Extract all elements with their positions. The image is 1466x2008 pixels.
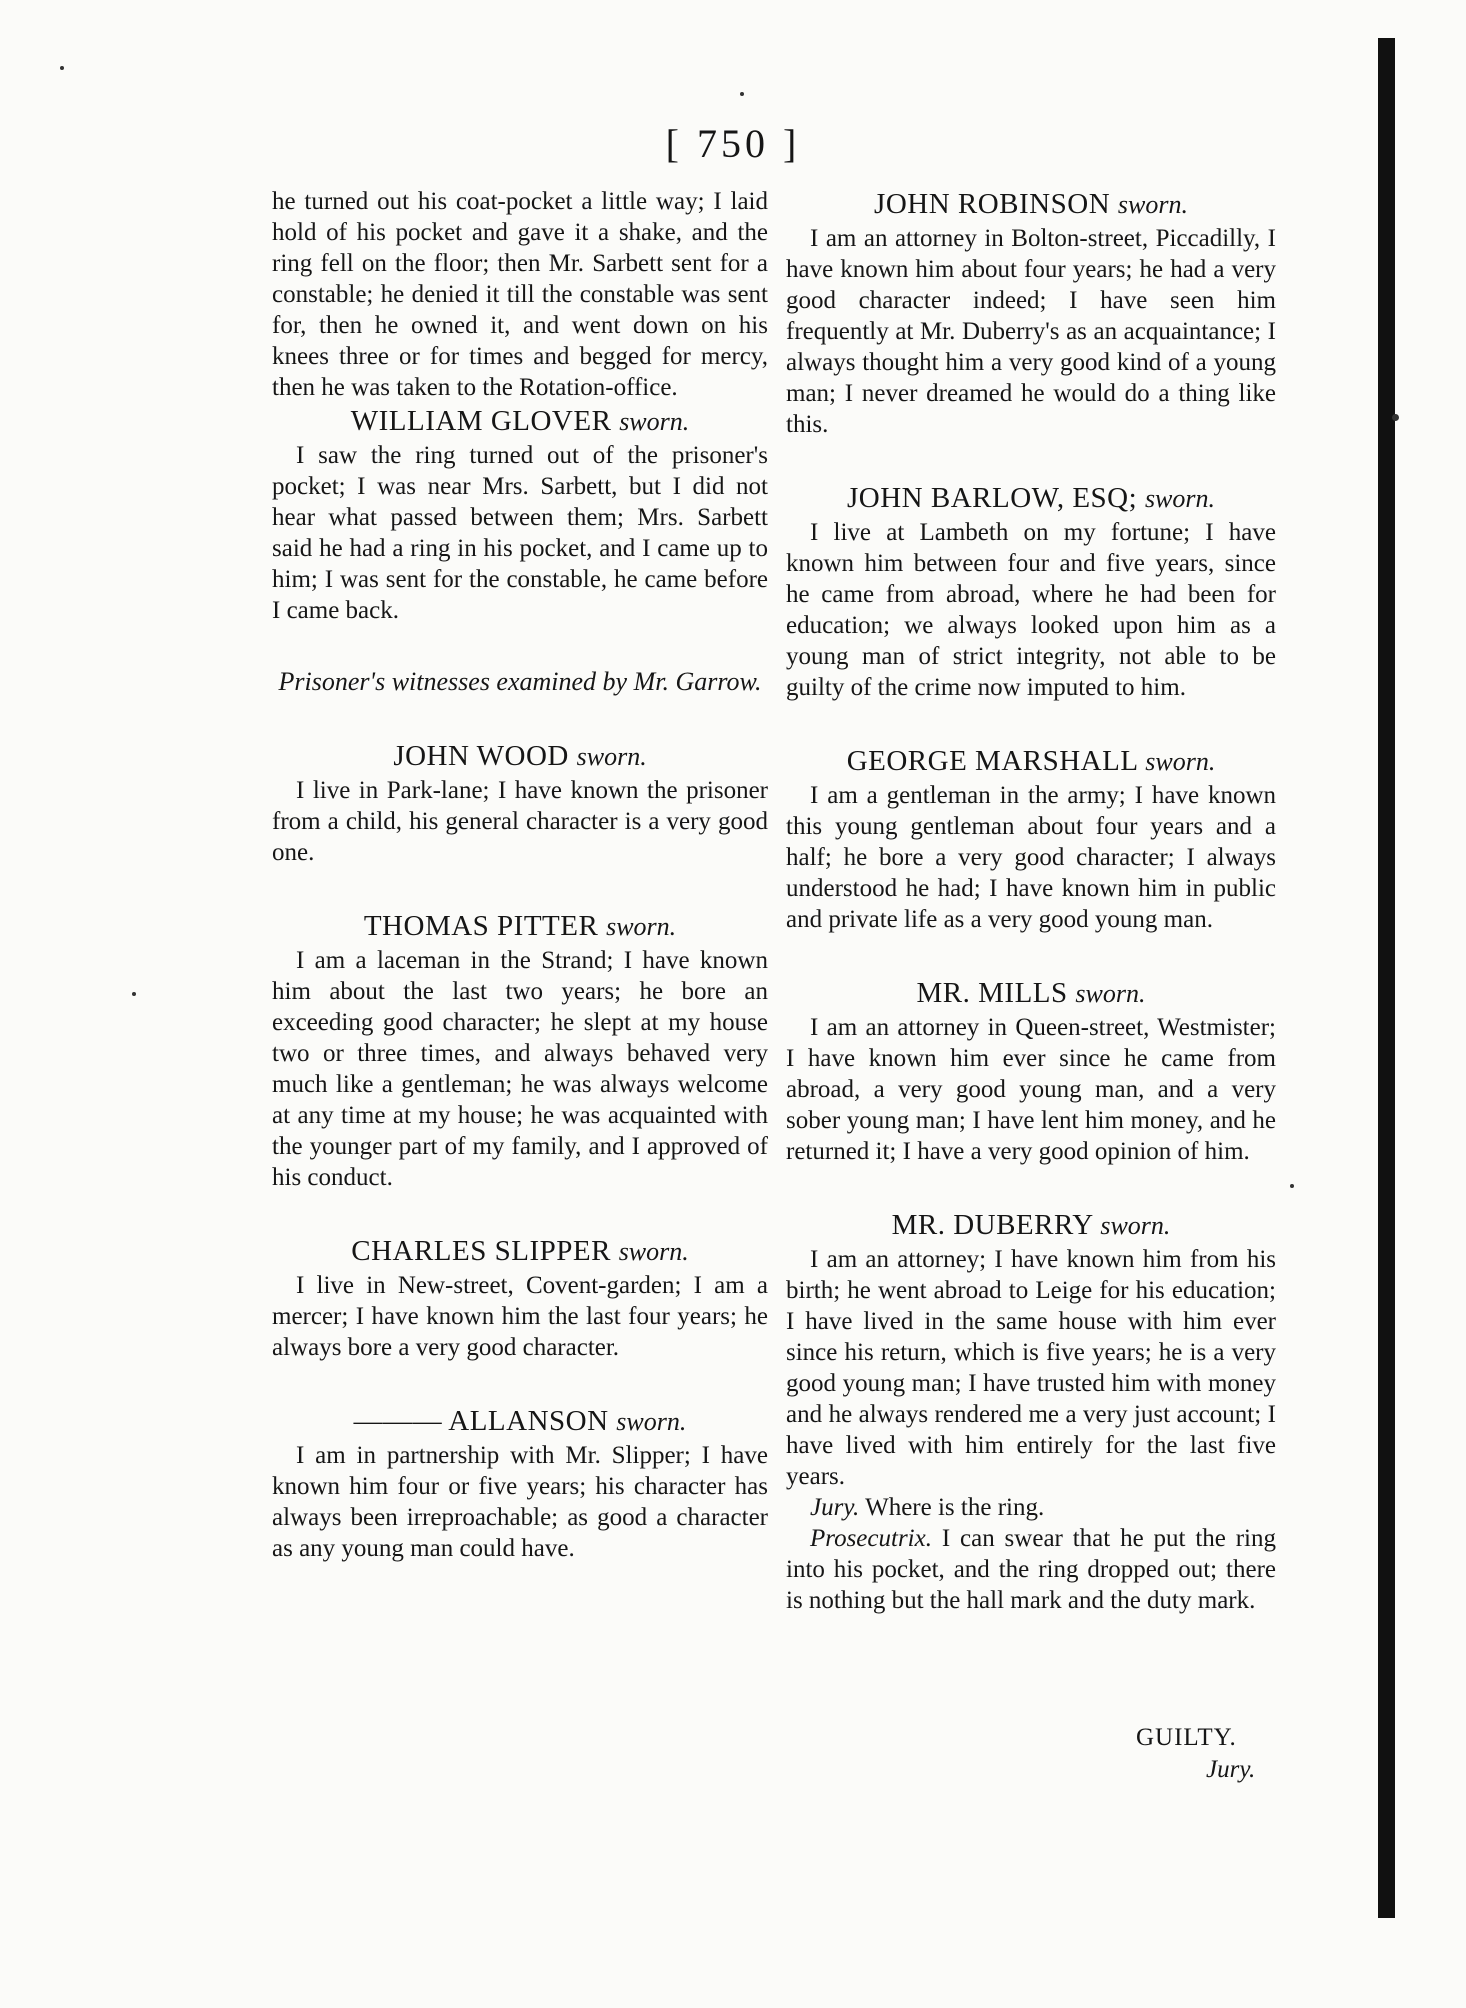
- witness-testimony: I live in Park-lane; I have known the prisoner from a child, his general character is a very good one.: [272, 777, 768, 866]
- witness-mr-duberry: [786, 1207, 1276, 1492]
- page-edge-rule: [1378, 38, 1395, 1918]
- witness-testimony: I live at Lambeth on my fortune; I have known him between four and five years, since he came from abroad, where he had been for education; we always looked upon him as a young man of strict integrity, not able to be guilty of the crime now imputed to him.: [786, 519, 1276, 701]
- witness-name: JOHN ROBINSON: [874, 188, 1111, 220]
- witness-name: ——— ALLANSON: [353, 1405, 609, 1437]
- exchange-text: Where is the ring.: [865, 1494, 1045, 1521]
- opening-text: he turned out his coat-pocket a little way; I laid hold of his pocket and gave it a shake, and the ring fell on the floor; then Mr. Sarbett sent for a constable; he denied it till the constable was sent for, then he owned it, and went down on his knees three or for times and begged for mercy, then he was taken to the Rotation-office.: [272, 188, 768, 401]
- witness-name: CHARLES SLIPPER: [351, 1235, 611, 1267]
- witness-name: THOMAS PITTER: [363, 910, 599, 942]
- right-column: [786, 186, 1276, 1616]
- sworn-label: sworn.: [606, 912, 677, 941]
- scan-speck: [60, 66, 64, 70]
- witness-heading: [786, 1207, 1276, 1244]
- scan-speck: [1290, 1184, 1294, 1188]
- left-column: [272, 186, 768, 1604]
- sworn-label: sworn.: [1117, 190, 1188, 219]
- scan-speck: [132, 992, 136, 996]
- witness-heading: [786, 743, 1276, 780]
- witness-heading: [272, 1233, 768, 1270]
- exchange-text: I can swear that he put the ring into his pocket, and the ring dropped out; there is nothing but the hall mark and the duty mark.: [786, 1525, 1276, 1614]
- witness-testimony: I am an attorney; I have known him from his birth; he went abroad to Leige for his education; I have lived in the same house with him ever since his return, which is five years; he is a very good young man; I have trusted him with money and he always rendered me a very just account; I have lived with him entirely for the last five years.: [786, 1246, 1276, 1490]
- witness-john-wood: [272, 738, 768, 868]
- sworn-label: sworn.: [618, 1237, 689, 1266]
- witness-name: JOHN BARLOW, ESQ;: [846, 482, 1138, 514]
- witness-thomas-pitter: [272, 908, 768, 1193]
- witness-name: MR. DUBERRY: [891, 1209, 1093, 1241]
- witness-heading: [786, 975, 1276, 1012]
- catchword-signature: Jury.: [1206, 1756, 1256, 1783]
- witness-charles-slipper: [272, 1233, 768, 1363]
- witness-mr-mills: [786, 975, 1276, 1167]
- witness-testimony: I am an attorney in Queen-street, Westmister; I have known him ever since he came from abroad, a very good young man, and a very sober young man; I have lent him money, and he returned it; I have a very good opinion of him.: [786, 1014, 1276, 1165]
- section-note: Prisoner's witnesses examined by Mr. Garrow.: [278, 667, 762, 696]
- sworn-label: sworn.: [1100, 1211, 1171, 1240]
- scan-speck: [740, 92, 744, 96]
- witness-heading: [272, 1403, 768, 1440]
- verdict: GUILTY.: [1136, 1724, 1237, 1751]
- speaker-label: Jury.: [810, 1494, 860, 1521]
- witness-testimony: I live in New-street, Covent-garden; I am a mercer; I have known him the last four years; he always bore a very good character.: [272, 1272, 768, 1361]
- witness-testimony: I am in partnership with Mr. Slipper; I have known him four or five years; his character has always been irreproachable; as good a character as any young man could have.: [272, 1442, 768, 1562]
- witness-name: JOHN WOOD: [393, 740, 569, 772]
- witness-testimony: I am a gentleman in the army; I have known this young gentleman about four years and a half; he bore a very good character; I always understood he had; I have known him in public and private life as a very good young man.: [786, 782, 1276, 933]
- speaker-label: Prosecutrix.: [810, 1525, 932, 1552]
- sworn-label: sworn.: [616, 1407, 687, 1436]
- witness-allanson: [272, 1403, 768, 1564]
- witness-william-glover: [272, 403, 768, 626]
- sworn-label: sworn.: [576, 742, 647, 771]
- witness-testimony: I saw the ring turned out of the prisoner's pocket; I was near Mrs. Sarbett, but I did not hear what passed between them; Mrs. Sarbett said he had a ring in his pocket, and I came up to him; I was sent for the constable, he came before I came back.: [272, 442, 768, 624]
- witness-heading: [272, 738, 768, 775]
- witness-name: GEORGE MARSHALL: [846, 745, 1138, 777]
- witness-heading: [786, 186, 1276, 223]
- witness-heading: [272, 908, 768, 945]
- witness-name: MR. MILLS: [916, 977, 1068, 1009]
- prosecutrix-answer: [786, 1523, 1276, 1616]
- witness-john-barlow: [786, 480, 1276, 703]
- witness-george-marshall: [786, 743, 1276, 935]
- scan-speck: [1392, 414, 1399, 421]
- witness-testimony: I am an attorney in Bolton-street, Piccadilly, I have known him about four years; he had a very good character indeed; I have seen him frequently at Mr. Duberry's as an acquaintance; I always thought him a very good kind of a young man; I never dreamed he would do a thing like this.: [786, 225, 1276, 438]
- witness-heading: [786, 480, 1276, 517]
- page-number: [ 750 ]: [665, 121, 801, 166]
- jury-question: [786, 1492, 1276, 1523]
- witness-testimony: I am a laceman in the Strand; I have known him about the last two years; he bore an exceeding good character; he slept at my house two or three times, and always behaved very much like a gentleman; he was always welcome at any time at my house; he was acquainted with the younger part of my family, and I approved of his conduct.: [272, 947, 768, 1191]
- witness-name: WILLIAM GLOVER: [350, 405, 612, 437]
- sworn-label: sworn.: [1144, 484, 1216, 513]
- sworn-label: sworn.: [619, 407, 690, 436]
- witness-heading: [272, 403, 768, 440]
- sworn-label: sworn.: [1145, 747, 1216, 776]
- sworn-label: sworn.: [1075, 979, 1146, 1008]
- witness-john-robinson: [786, 186, 1276, 440]
